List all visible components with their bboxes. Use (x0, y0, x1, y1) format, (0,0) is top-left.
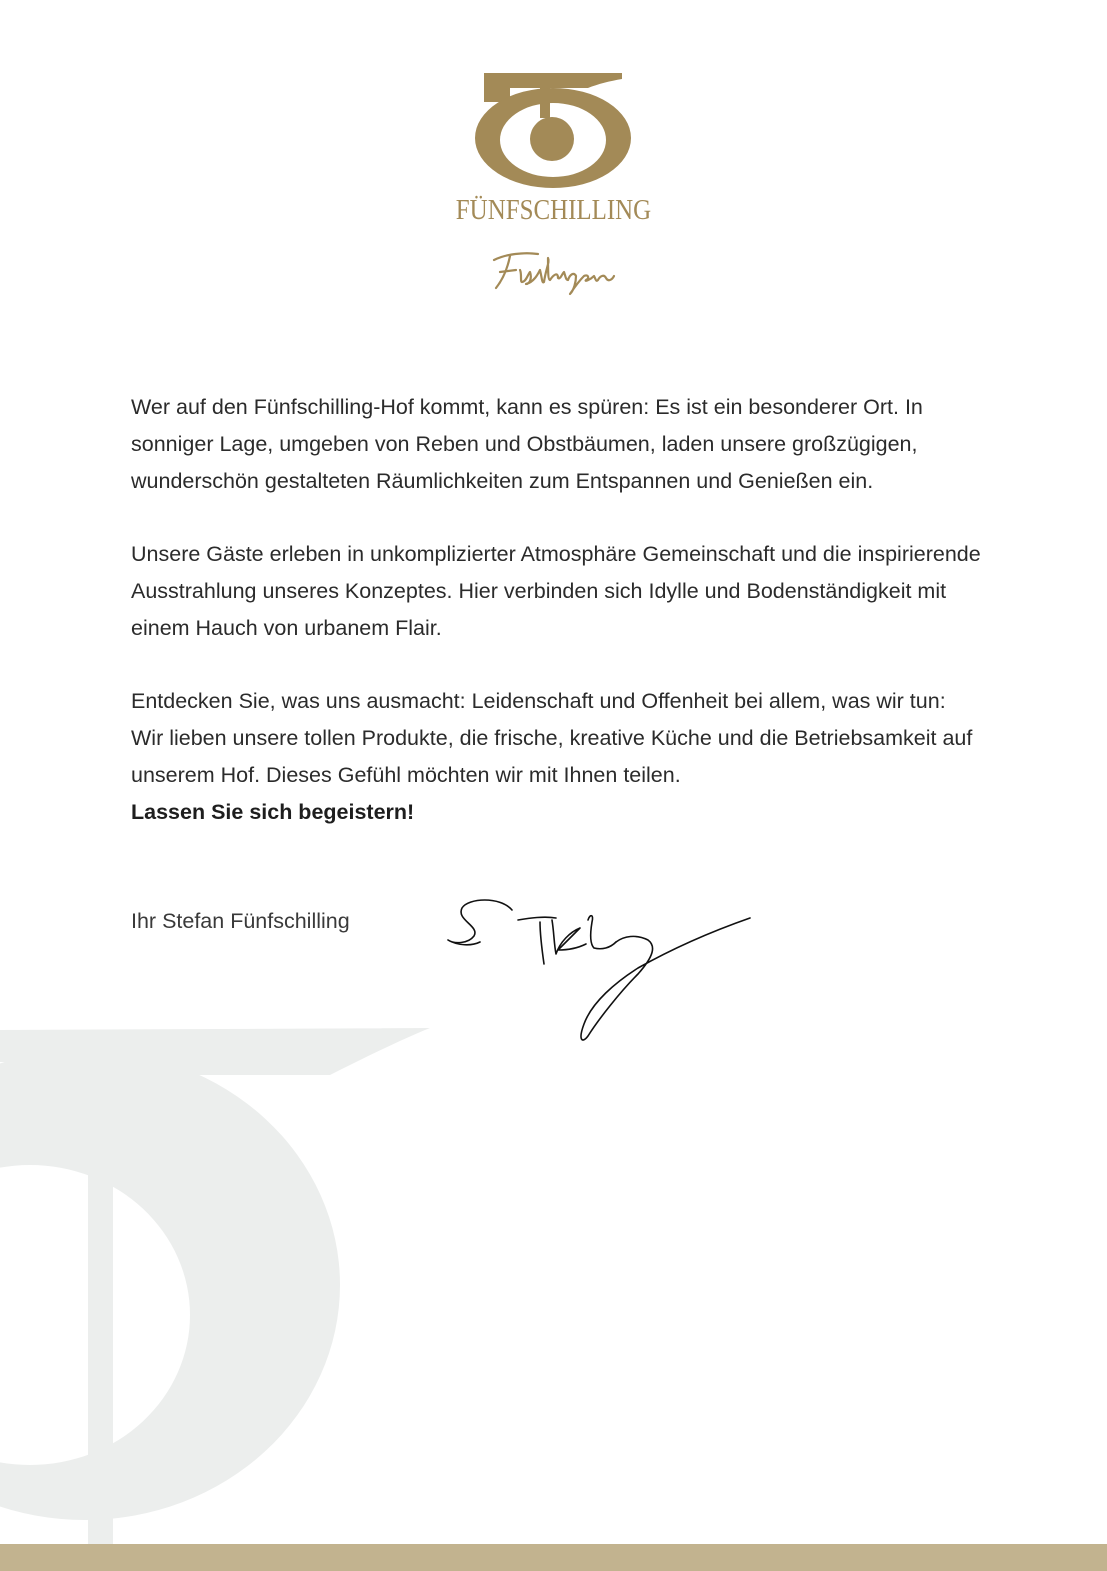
emphasis-line: Lassen Sie sich begeistern! (131, 800, 415, 824)
location-script-logo (486, 238, 620, 296)
brand-logo (0, 60, 1107, 300)
letter-body (131, 389, 981, 831)
emblem-icon (470, 70, 635, 190)
letter-paragraph-text: Entdecken Sie, was uns ausmacht: Leidenschaft und Offenheit bei allem, was wir tun: Wir lieben unsere tollen Produkte, die frische, kreative Küche und die Betriebsamkeit auf unserem Hof. Dieses Gefühl möchten wir mit Ihnen teilen. (131, 689, 973, 787)
watermark-emblem (0, 1000, 520, 1560)
letter-paragraph: Unsere Gäste erleben in unkomplizierter Atmosphäre Gemeinschaft und die inspirierende Ausstrahlung unseres Konzeptes. Hier verbinden sich Idylle und Bodenständigkeit mit einem Hauch von urbanem Flair. (131, 542, 981, 640)
letter-closing: Ihr Stefan Fünfschilling (131, 909, 350, 933)
footer-bar (0, 1544, 1107, 1571)
handwritten-signature (440, 892, 760, 1047)
brand-name: FÜNFSCHILLING (455, 194, 652, 226)
letter-paragraph: Wer auf den Fünfschilling-Hof kommt, kann es spüren: Es ist ein besonderer Ort. In sonniger Lage, umgeben von Reben und Obstbäumen, laden unsere großzügigen, wunderschön gestalteten Räumlichkeiten zum Entspannen und Genießen ein. (131, 395, 923, 493)
letter-paragraph (131, 683, 981, 831)
